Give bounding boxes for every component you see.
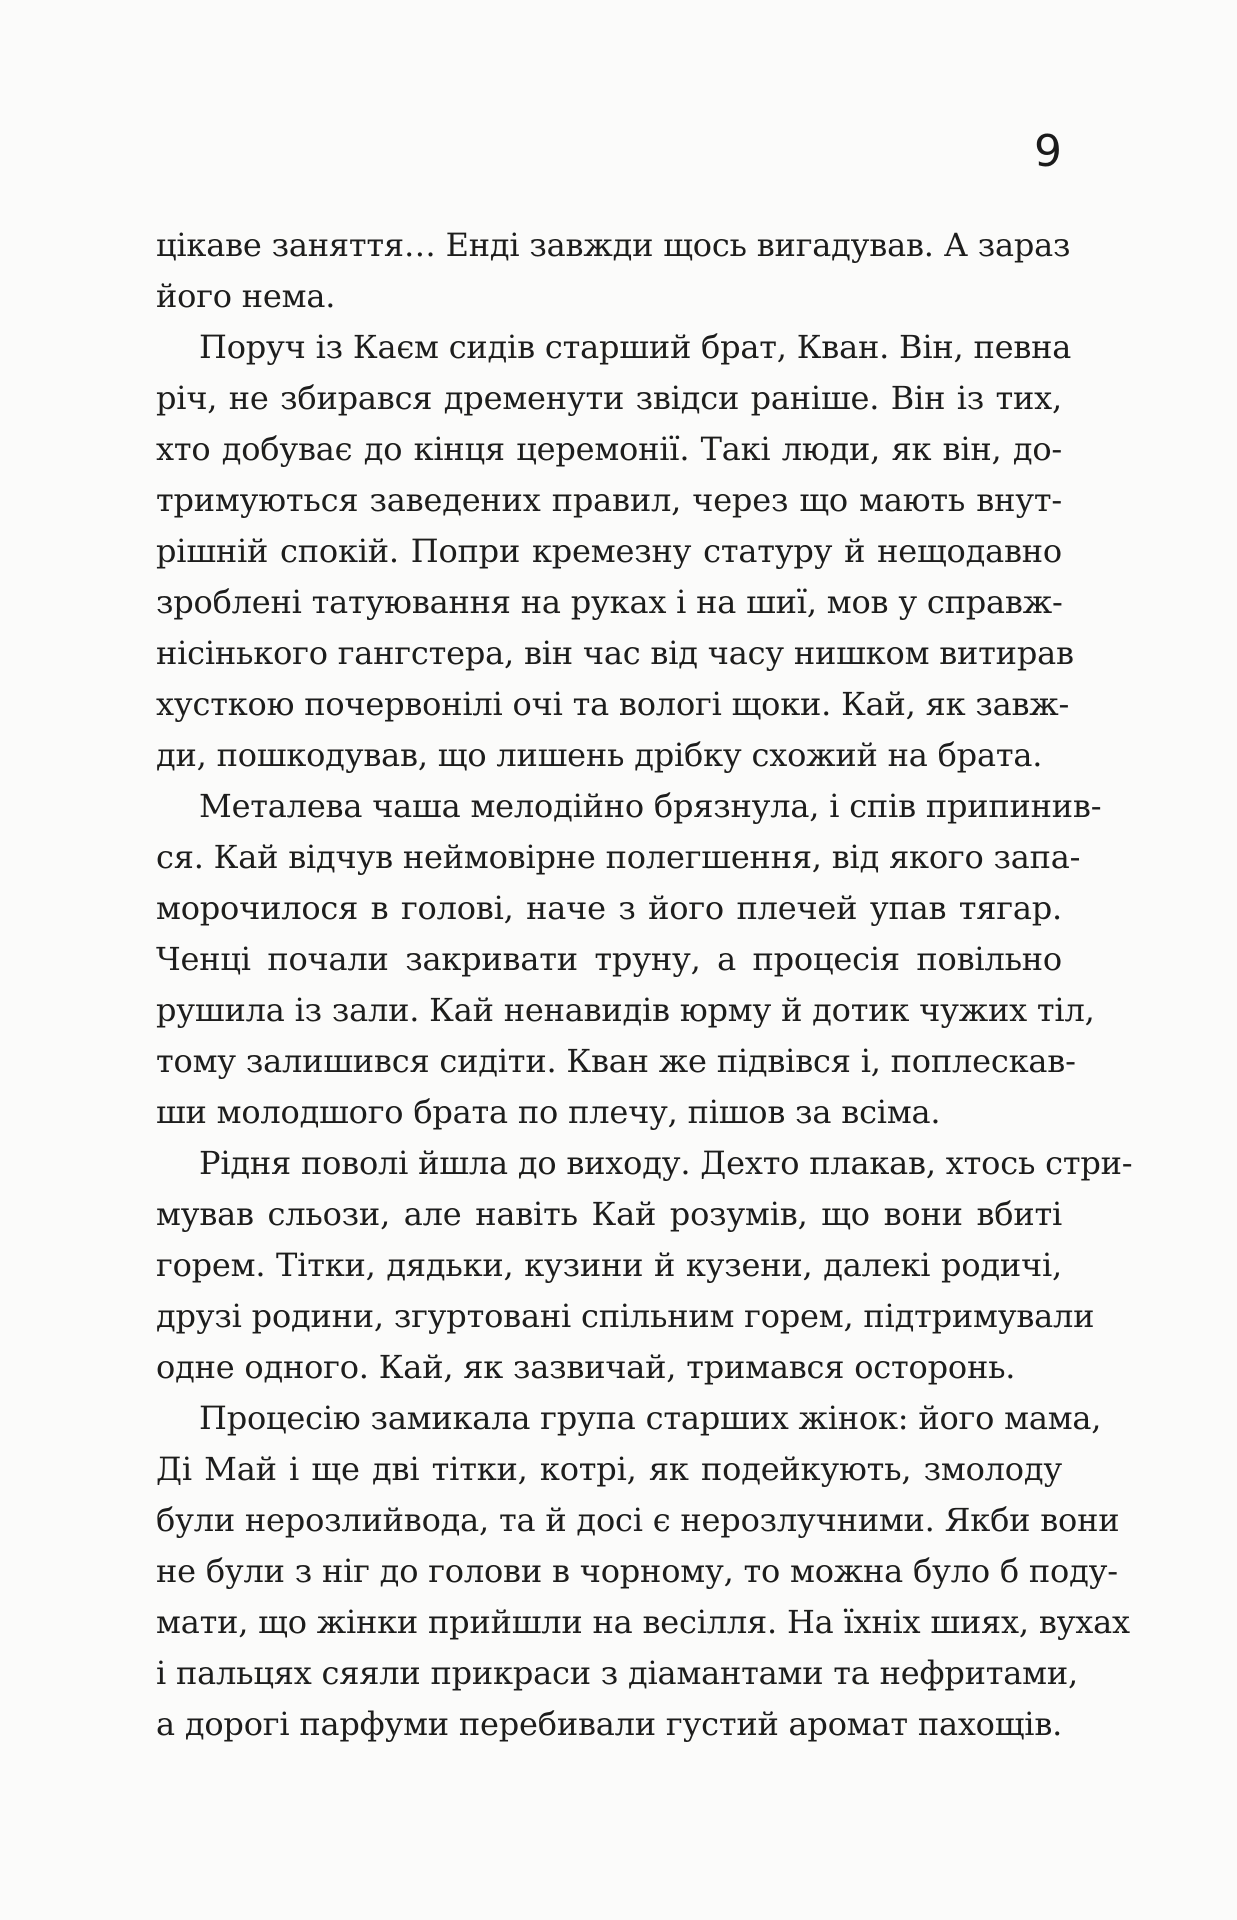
- text-line: і пальцях сяяли прикраси з діамантами та нефритами,: [156, 1654, 1078, 1692]
- text-line: були нерозлийвода, та й досі є нерозлучними. Якби вони: [156, 1501, 1120, 1539]
- text-line: ся. Кай відчув неймовірне полегшення, від якого запа-: [156, 838, 1081, 876]
- text-line: а дорогі парфуми перебивали густий аромат пахощів.: [156, 1705, 1063, 1743]
- text-line: друзі родини, згуртовані спільним горем, підтримували: [156, 1297, 1095, 1335]
- page-number: 9: [1034, 126, 1062, 177]
- text-line: хусткою почервонілі очі та вологі щоки. Кай, як завж-: [156, 685, 1070, 723]
- text-line: ши молодшого брата по плечу, пішов за всіма.: [156, 1093, 941, 1131]
- text-line: річ, не збирався дременути звідси раніше. Він із тих,: [156, 379, 1062, 417]
- text-line: його нема.: [156, 277, 336, 315]
- text-line: Рідня поволі йшла до виходу. Дехто плакав, хтось стри-: [199, 1144, 1133, 1182]
- text-line: Металева чаша мелодійно брязнула, і спів припинив-: [199, 787, 1102, 825]
- text-line: морочилося в голові, наче з його плечей упав тягар.: [156, 889, 1062, 927]
- text-line: рушила із зали. Кай ненавидів юрму й дотик чужих тіл,: [156, 991, 1095, 1029]
- paragraph: [156, 781, 1102, 1138]
- text-line: Ді Май і ще дві тітки, котрі, як подейкують, змолоду: [156, 1450, 1062, 1488]
- text-block: [156, 220, 1133, 1750]
- text-line: нісінького гангстера, він час від часу нишком витирав: [156, 634, 1074, 672]
- text-line: хто добуває до кінця церемонії. Такі люди, як він, до-: [156, 430, 1062, 468]
- text-line: Поруч із Каєм сидів старший брат, Кван. Він, певна: [199, 328, 1072, 366]
- paragraph: [156, 220, 1071, 322]
- text-line: Процесію замикала група старших жінок: його мама,: [199, 1399, 1102, 1437]
- text-line: тому залишився сидіти. Кван же підвівся і, поплескав-: [156, 1042, 1076, 1080]
- paragraph: [156, 1138, 1133, 1393]
- paragraph: [156, 322, 1074, 781]
- text-line: горем. Тітки, дядьки, кузини й кузени, далекі родичі,: [156, 1246, 1062, 1284]
- text-line: рішній спокій. Попри кремезну статуру й нещодавно: [156, 532, 1062, 570]
- text-line: ди, пошкодував, що лишень дрібку схожий на брата.: [156, 736, 1043, 774]
- text-line: мати, що жінки прийшли на весілля. На їхніх шиях, вухах: [156, 1603, 1130, 1641]
- text-line: цікаве заняття… Енді завжди щось вигадував. А зараз: [156, 226, 1071, 264]
- text-line: зроблені татуювання на руках і на шиї, мов у справж-: [156, 583, 1063, 621]
- text-line: тримуються заведених правил, через що мають внут-: [156, 481, 1062, 519]
- text-line: не були з ніг до голови в чорному, то можна було б поду-: [156, 1552, 1118, 1590]
- paragraph: [156, 1393, 1130, 1750]
- text-line: мував сльози, але навіть Кай розумів, що вони вбиті: [156, 1195, 1062, 1233]
- text-line: Ченці почали закривати труну, а процесія повільно: [156, 940, 1062, 978]
- text-line: одне одного. Кай, як зазвичай, тримався осторонь.: [156, 1348, 1016, 1386]
